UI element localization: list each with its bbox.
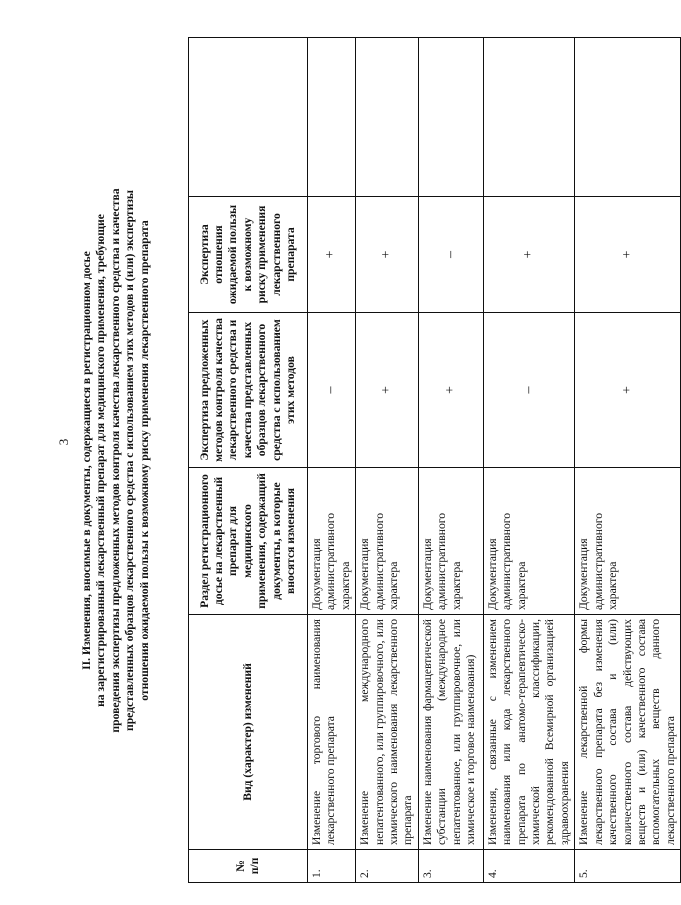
row-benefit: + (483, 197, 574, 313)
row-empty (418, 38, 483, 197)
header-empty (189, 38, 308, 197)
row-empty (483, 38, 574, 197)
row-section: Документация административного характера (308, 468, 356, 615)
row-quality: + (356, 313, 419, 468)
table-row (575, 38, 681, 883)
row-num: 2. (356, 850, 419, 883)
rotated-page (80, 28, 677, 893)
heading-line: II. Изменения, вносимые в документы, содержащиеся в регистрационном досье (80, 251, 93, 670)
row-benefit: + (356, 197, 419, 313)
heading-line: отношения ожидаемой пользы к возможному риску применения лекарственного препарата (137, 220, 151, 701)
row-type: Изменение наименования фармацевтической субстанции (международное непатентованное, или группировочное, или химическое и торговое наименования) (418, 615, 483, 850)
row-num: 5. (575, 850, 681, 883)
row-benefit: + (308, 197, 356, 313)
row-type: Изменение лекарственной формы лекарственного препарата без изменения качественного состава и (или) количественного состава действующих веществ и (или) качественного состава вспомогательных веществ данного лекарственного препарата (575, 615, 681, 850)
row-num: 1. (308, 850, 356, 883)
row-empty (575, 38, 681, 197)
row-benefit: + (575, 197, 681, 313)
row-num: 4. (483, 850, 574, 883)
changes-table (188, 37, 681, 883)
row-section: Документация административного характера (356, 468, 419, 615)
row-quality: + (418, 313, 483, 468)
section-heading (80, 28, 188, 893)
header-num: № п/п (189, 850, 308, 883)
row-quality: – (483, 313, 574, 468)
heading-line: на зарегистрированный лекарственный препарат для медицинского применения, требующие (94, 214, 108, 707)
header-benefit: Экспертиза отношения ожидаемой пользы к возможному риску применения лекарственного препарата (189, 197, 308, 313)
row-type: Изменение торгового наименования лекарственного препарата (308, 615, 356, 850)
row-section: Документация административного характера (575, 468, 681, 615)
header-section: Раздел регистрационного досье на лекарственный препарат для медицинского применения, содержащий документы, в которые вносятся изменения (189, 468, 308, 615)
header-type: Вид (характер) изменений (189, 615, 308, 850)
table-row (418, 38, 483, 883)
table-row (308, 38, 356, 883)
row-empty (308, 38, 356, 197)
row-benefit: – (418, 197, 483, 313)
header-quality: Экспертиза предложенных методов контроля качества лекарственного средства и качества представленных образцов лекарственного средства с использованием этих методов (189, 313, 308, 468)
row-empty (356, 38, 419, 197)
row-type: Изменения, связанные с изменением наименования или кода лекарственного препарата по анатомо-терапевтическо-химической классификации, рекомендованной Всемирной организацией здравоохранения (483, 615, 574, 850)
table-row (483, 38, 574, 883)
table-header-row (189, 38, 308, 883)
row-section: Документация административного характера (483, 468, 574, 615)
row-section: Документация административного характера (418, 468, 483, 615)
row-quality: + (575, 313, 681, 468)
row-type: Изменение международного непатентованного, или группировочного, или химического наименования лекарственного препарата (356, 615, 419, 850)
heading-line: представленных образцов лекарственного средства с использованием этих методов и (или) экспертизы (123, 190, 137, 731)
row-num: 3. (418, 850, 483, 883)
page-number: 3 (56, 438, 71, 446)
row-quality: – (308, 313, 356, 468)
heading-line: проведения экспертизы предложенных методов контроля качества лекарственного средства и качества (108, 188, 122, 733)
table-row (356, 38, 419, 883)
